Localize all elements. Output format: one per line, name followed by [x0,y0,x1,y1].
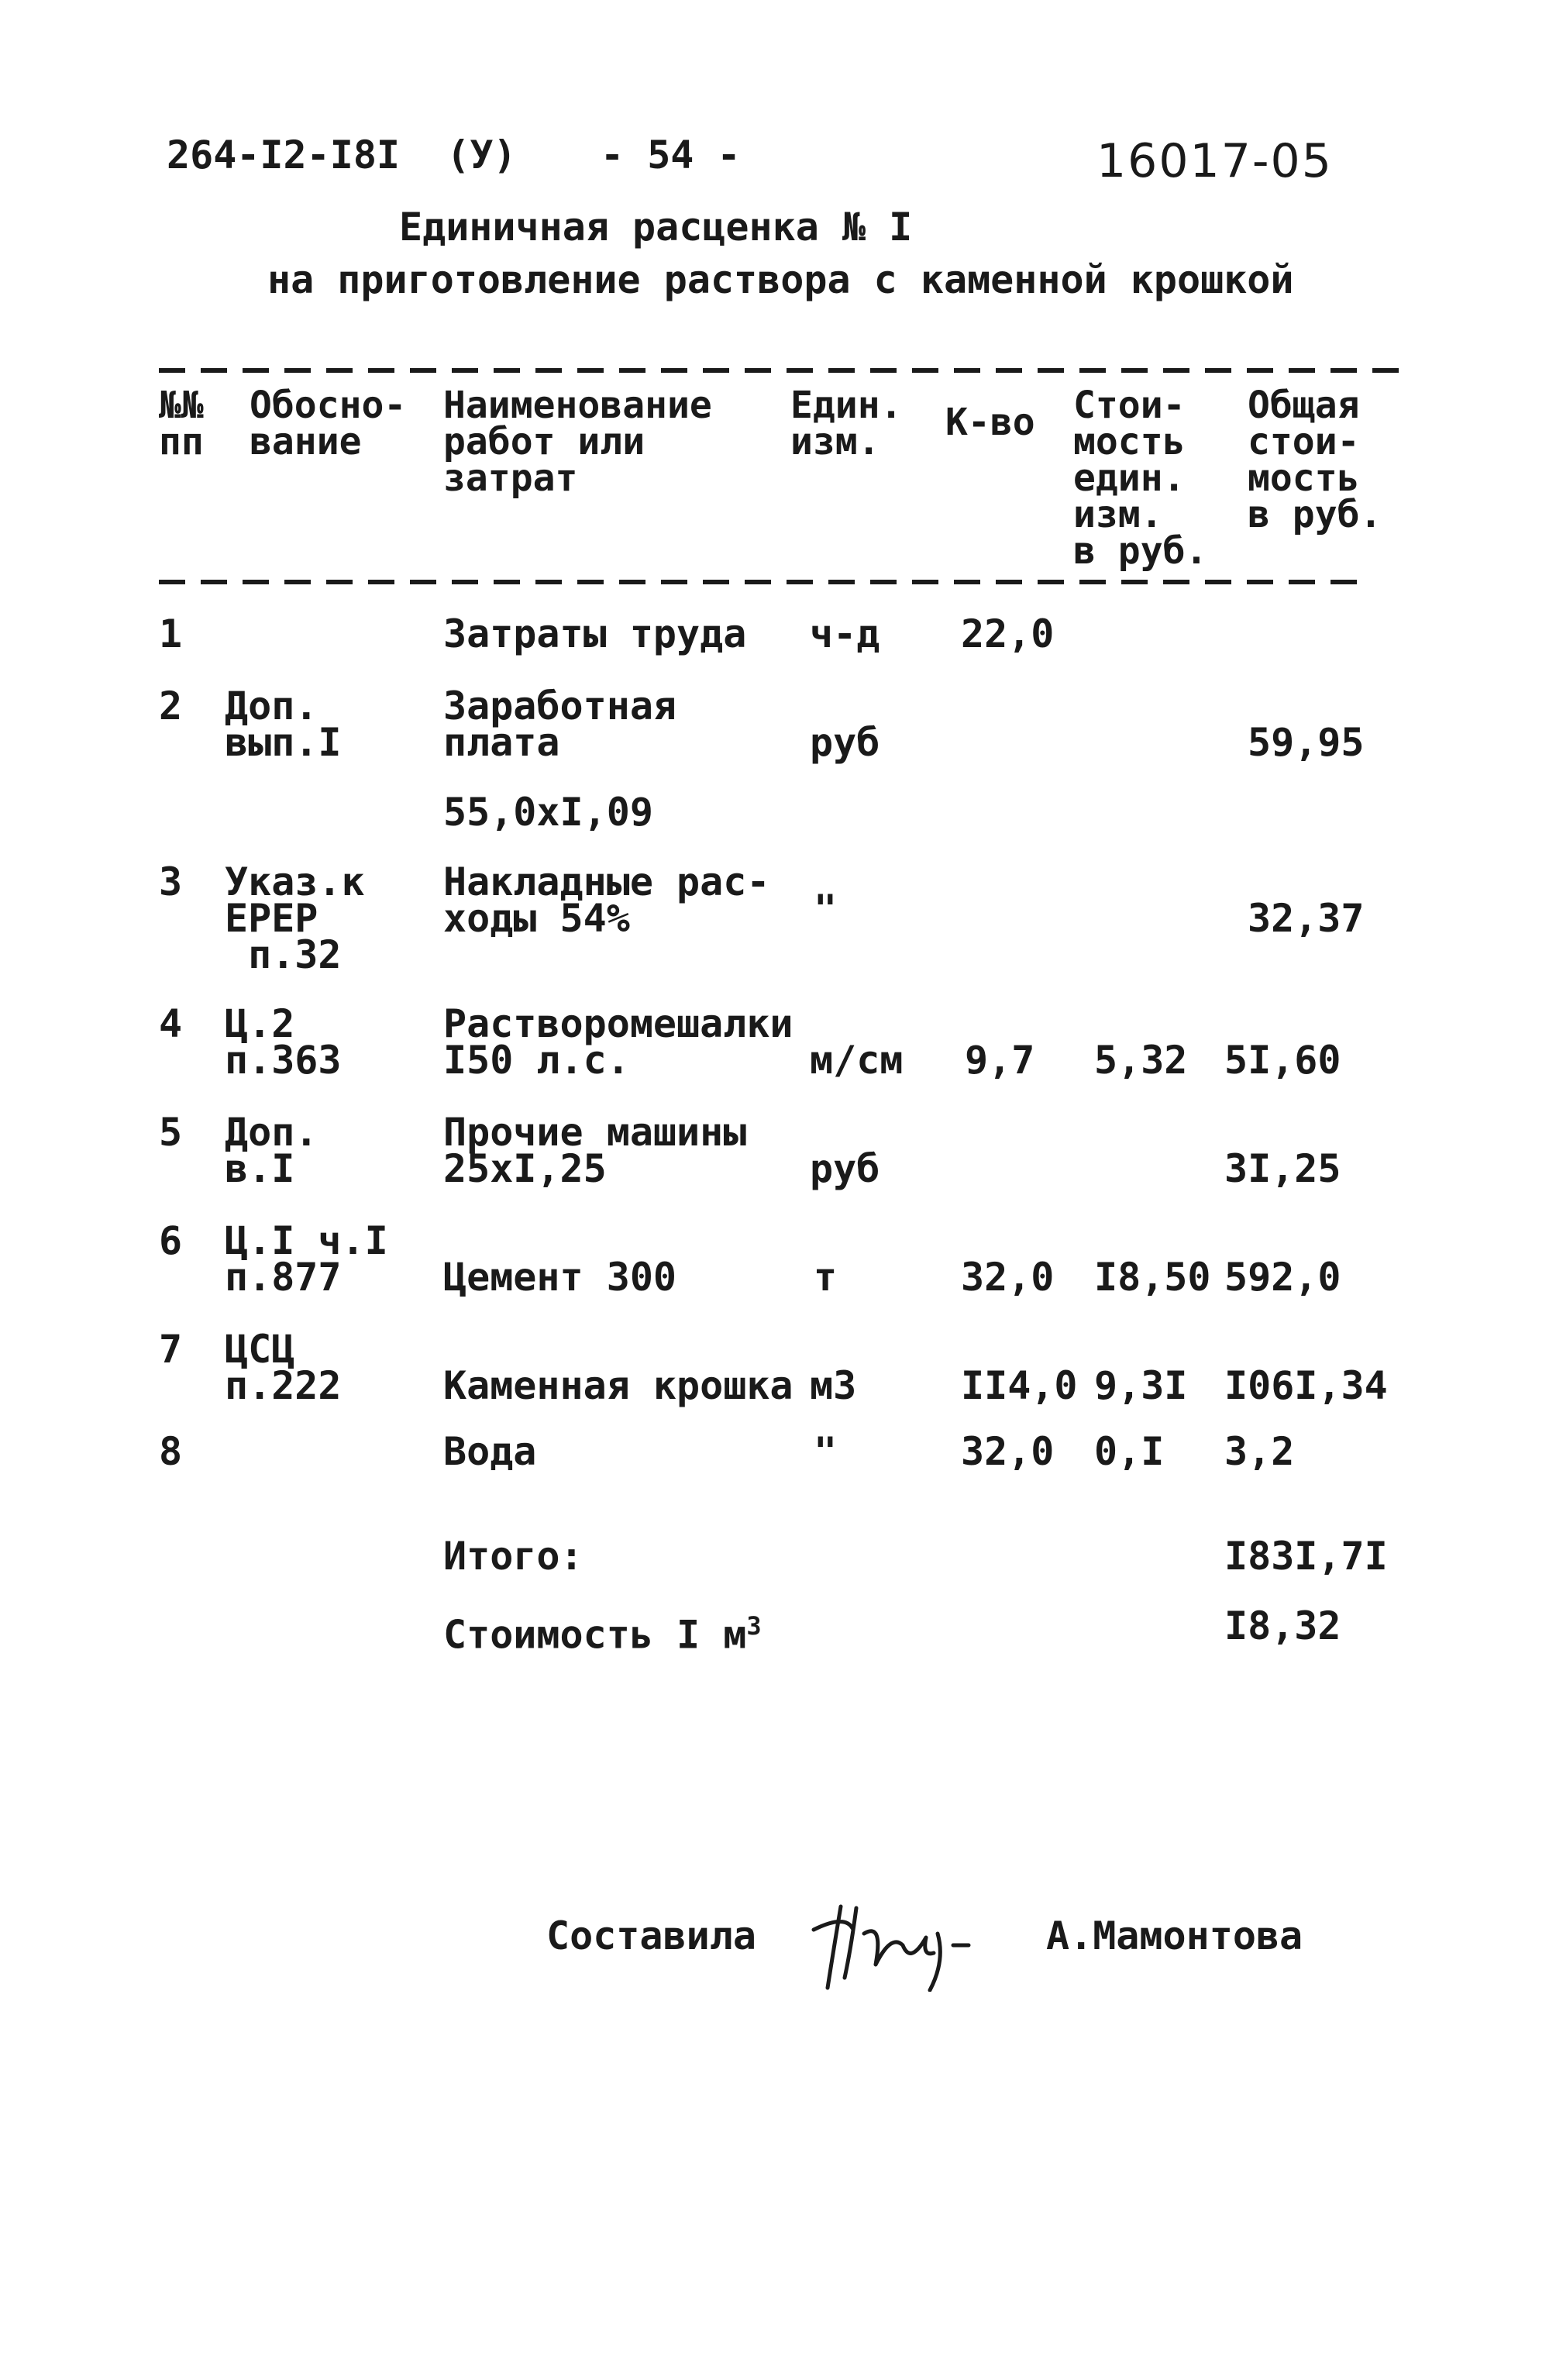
row-total: 5I,60 [1224,1038,1341,1083]
row-name: Заработная плата [443,684,677,765]
row-num: 1 [159,611,183,656]
handwritten-number: 16017-05 [1096,134,1333,188]
row-num: 6 [159,1218,183,1263]
compiler-name: А.Мамонтова [1046,1913,1303,1958]
row-unit: " [814,1429,838,1474]
row-qty: 22,0 [961,611,1055,656]
row-total: 3,2 [1224,1429,1295,1474]
row-num: 2 [159,684,183,728]
unit-cost-superscript: 3 [746,1611,762,1641]
page-number: - 54 - [601,133,741,177]
row-total: 32,37 [1248,896,1365,941]
row-num: 8 [159,1429,183,1474]
row-num: 7 [159,1327,183,1372]
row-unit: м/см [810,1038,904,1083]
col-header-qty: К-во [945,401,1035,444]
compiled-label: Составила [546,1913,756,1958]
row-basis: ЦСЦ п.222 [225,1327,342,1408]
row-unit: руб [810,1146,880,1191]
row-num: 4 [159,1001,183,1046]
table-header-rule [159,580,1368,584]
row-qty: 32,0 [961,1255,1055,1300]
row-unit: м3 [810,1363,857,1408]
row-name: Цемент 300 [443,1255,677,1300]
row-name: Каменная крошка [443,1363,793,1408]
col-header-unit-cost: Стои- мость един. изм. в руб. [1073,384,1208,573]
unit-cost-value: I8,32 [1224,1603,1341,1648]
col-header-name: Наименование работ или затрат [443,384,712,500]
row-unit: руб [810,720,880,765]
row-basis: Ц.I ч.I п.877 [225,1218,388,1300]
unit-cost-label [443,1608,762,1658]
col-header-total: Общая стои- мость в руб. [1248,384,1382,536]
row-total: 3I,25 [1224,1146,1341,1191]
row-unit-cost: 0,I [1094,1429,1165,1474]
row-basis: Доп. вып.I [225,684,342,765]
row-num: 3 [159,859,183,904]
total-label: Итого: [443,1534,584,1579]
col-header-basis: Обосно- вание [250,384,407,463]
row-name: Растворомешалки I50 л.с. [443,1001,793,1083]
row-basis: Ц.2 п.363 [225,1001,342,1083]
row-name: Вода [443,1429,537,1474]
total-value: I83I,7I [1224,1534,1388,1579]
col-header-unit: Един. изм. [790,384,903,463]
signature-icon [798,1891,1000,1992]
row-name: Прочие машины 25хI,25 [443,1110,747,1191]
row-unit: " [814,887,838,932]
unit-cost-label-text: Стоимость I м [443,1612,747,1658]
row-total: 59,95 [1248,720,1365,765]
row-num: 5 [159,1110,183,1155]
row-unit: ч-д [810,611,880,656]
row-unit: т [814,1255,838,1300]
row-name: Накладные рас- ходы 54% [443,859,770,941]
row-name: Затраты труда [443,611,747,656]
title-line-1: Единичная расценка № I [399,205,913,250]
row-qty: II4,0 [961,1363,1078,1408]
row-qty: 32,0 [961,1429,1055,1474]
row-unit-cost: 9,3I [1094,1363,1188,1408]
row-unit-cost: I8,50 [1094,1255,1211,1300]
doc-code: 264-I2-I8I (У) [167,133,517,177]
table-top-rule [159,368,1406,373]
row-qty: 9,7 [965,1038,1035,1083]
row-formula: 55,0хI,09 [443,790,653,835]
row-basis: Указ.к ЕРЕР п.32 [225,859,365,977]
row-unit-cost: 5,32 [1094,1038,1188,1083]
row-total: 592,0 [1224,1255,1341,1300]
col-header-num: №№ пп [159,384,204,463]
row-basis: Доп. в.I [225,1110,318,1191]
row-total: I06I,34 [1224,1363,1388,1408]
title-line-2: на приготовление раствора с каменной крошкой [267,257,1294,302]
